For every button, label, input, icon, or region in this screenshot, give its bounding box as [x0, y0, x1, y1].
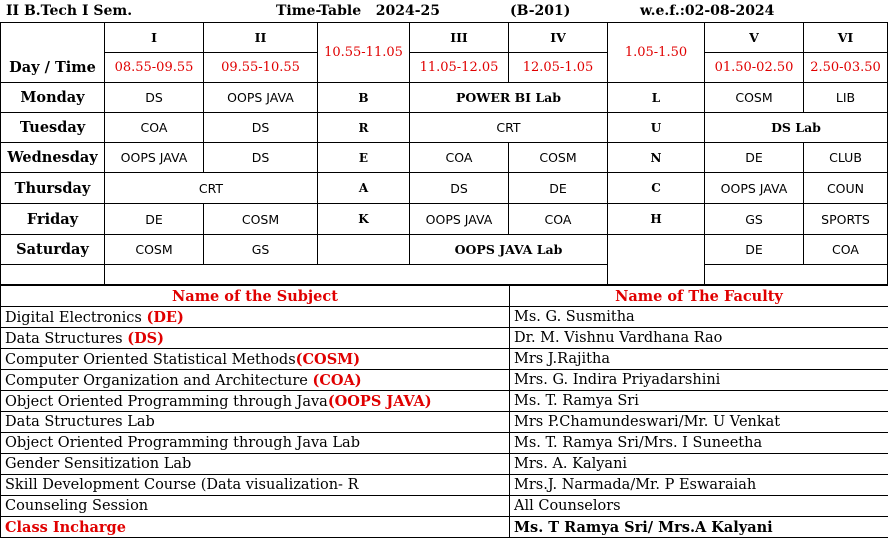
corner-cell — [1, 23, 105, 53]
class-cell: OOPS JAVA — [705, 173, 804, 204]
time-row — [1, 53, 888, 83]
faculty-header-row — [1, 286, 888, 307]
day-label: Saturday — [1, 235, 105, 265]
time-slot: 2.50-03.50 — [804, 53, 888, 83]
empty-cell — [608, 235, 705, 265]
faculty-row — [1, 412, 888, 433]
class-cell: DE — [705, 143, 804, 173]
class-cell: DE — [509, 173, 608, 204]
class-cell: OOPS JAVA — [105, 143, 204, 173]
subject-abbreviation: (OOPS JAVA) — [328, 393, 432, 410]
faculty-name: Mrs. A. Kalyani — [510, 454, 888, 475]
class-cell: DS — [105, 83, 204, 113]
class-incharge-name: Ms. T Ramya Sri/ Mrs.A Kalyani — [510, 517, 888, 538]
empty-cell — [105, 265, 608, 285]
empty-cell — [318, 235, 410, 265]
class-cell: COA — [410, 143, 509, 173]
room-number: (B-201) — [510, 3, 570, 19]
faculty-row — [1, 328, 888, 349]
subject-name: Gender Sensitization Lab — [1, 454, 510, 475]
empty-cell — [608, 265, 705, 285]
faculty-name: Mrs J.Rajitha — [510, 349, 888, 370]
subject-column-header: Name of the Subject — [1, 286, 510, 307]
faculty-column-header: Name of The Faculty — [510, 286, 888, 307]
period-number: I — [105, 23, 204, 53]
time-slot: 12.05-1.05 — [509, 53, 608, 83]
class-incharge-label: Class Incharge — [1, 517, 510, 538]
faculty-row — [1, 496, 888, 517]
faculty-name: All Counselors — [510, 496, 888, 517]
faculty-name: Dr. M. Vishnu Vardhana Rao — [510, 328, 888, 349]
period-number: V — [705, 23, 804, 53]
class-cell: OOPS JAVA Lab — [410, 235, 608, 265]
lunch-letter: L — [608, 83, 705, 113]
subject-name: Skill Development Course (Data visualization- R — [1, 475, 510, 496]
subject-name: Counseling Session — [1, 496, 510, 517]
day-row-tuesday — [1, 113, 888, 143]
break-letter: R — [318, 113, 410, 143]
class-cell: DE — [705, 235, 804, 265]
day-label: Friday — [1, 204, 105, 235]
timetable-grid — [0, 22, 888, 285]
break-letter: K — [318, 204, 410, 235]
faculty-name: Mrs P.Chamundeswari/Mr. U Venkat — [510, 412, 888, 433]
time-slot: 11.05-12.05 — [410, 53, 509, 83]
day-row-wednesday — [1, 143, 888, 173]
faculty-name: Ms. T. Ramya Sri — [510, 391, 888, 412]
class-cell: GS — [204, 235, 318, 265]
day-row-monday — [1, 83, 888, 113]
faculty-row — [1, 433, 888, 454]
subject-name: Data Structures Lab — [1, 412, 510, 433]
time-slot: 09.55-10.55 — [204, 53, 318, 83]
class-cell: COSM — [204, 204, 318, 235]
class-cell: SPORTS — [804, 204, 888, 235]
faculty-row — [1, 307, 888, 328]
lunch-time: 1.05-1.50 — [608, 23, 705, 83]
empty-cell — [705, 265, 888, 285]
subject-abbreviation: (COA) — [312, 372, 361, 389]
period-number-row — [1, 23, 888, 53]
break-letter: B — [318, 83, 410, 113]
class-cell: CLUB — [804, 143, 888, 173]
period-number: IV — [509, 23, 608, 53]
subject-name: Computer Organization and Architecture (COA) — [1, 370, 510, 391]
lunch-letter: H — [608, 204, 705, 235]
class-name: II B.Tech I Sem. — [6, 3, 132, 19]
day-row-thursday — [1, 173, 888, 204]
class-cell: CRT — [105, 173, 318, 204]
day-label: Wednesday — [1, 143, 105, 173]
period-number: II — [204, 23, 318, 53]
class-cell: OOPS JAVA — [410, 204, 509, 235]
time-slot: 01.50-02.50 — [705, 53, 804, 83]
class-cell: LIB — [804, 83, 888, 113]
class-cell: COSM — [705, 83, 804, 113]
subject-name: Object Oriented Programming through Java(OOPS JAVA) — [1, 391, 510, 412]
day-label: Thursday — [1, 173, 105, 204]
lunch-letter: C — [608, 173, 705, 204]
subject-name: Computer Oriented Statistical Methods(COSM) — [1, 349, 510, 370]
effective-date: w.e.f.:02-08-2024 — [640, 3, 774, 19]
subject-name: Data Structures (DS) — [1, 328, 510, 349]
period-number: III — [410, 23, 509, 53]
faculty-row — [1, 349, 888, 370]
class-cell: DS Lab — [705, 113, 888, 143]
subject-abbreviation: (DE) — [146, 309, 183, 326]
faculty-name: Ms. T. Ramya Sri/Mrs. I Suneetha — [510, 433, 888, 454]
subject-name: Digital Electronics (DE) — [1, 307, 510, 328]
class-cell: COUN — [804, 173, 888, 204]
faculty-row — [1, 454, 888, 475]
class-cell: COSM — [105, 235, 204, 265]
day-row-saturday — [1, 235, 888, 265]
subject-abbreviation: (DS) — [127, 330, 164, 347]
faculty-name: Mrs.J. Narmada/Mr. P Eswaraiah — [510, 475, 888, 496]
class-cell: DE — [105, 204, 204, 235]
timetable-header — [0, 0, 888, 22]
faculty-row — [1, 370, 888, 391]
break-letter: A — [318, 173, 410, 204]
class-cell: OOPS JAVA — [204, 83, 318, 113]
subject-name: Object Oriented Programming through Java Lab — [1, 433, 510, 454]
lunch-letter: N — [608, 143, 705, 173]
class-cell: GS — [705, 204, 804, 235]
subject-abbreviation: (COSM) — [296, 351, 360, 368]
lunch-letter: U — [608, 113, 705, 143]
faculty-row — [1, 475, 888, 496]
class-cell: POWER BI Lab — [410, 83, 608, 113]
break-time: 10.55-11.05 — [318, 23, 410, 83]
spacer-row — [1, 265, 888, 285]
timetable-title: Time-Table 2024-25 — [276, 3, 440, 19]
faculty-row — [1, 391, 888, 412]
day-row-friday — [1, 204, 888, 235]
period-number: VI — [804, 23, 888, 53]
faculty-name: Ms. G. Susmitha — [510, 307, 888, 328]
faculty-name: Mrs. G. Indira Priyadarshini — [510, 370, 888, 391]
class-cell: DS — [204, 143, 318, 173]
faculty-table — [0, 285, 888, 538]
class-cell: COA — [804, 235, 888, 265]
class-cell: DS — [204, 113, 318, 143]
empty-cell — [1, 265, 105, 285]
class-cell: DS — [410, 173, 509, 204]
class-incharge-row — [1, 517, 888, 538]
class-cell: COA — [105, 113, 204, 143]
time-slot: 08.55-09.55 — [105, 53, 204, 83]
day-time-label: Day / Time — [1, 53, 105, 83]
day-label: Monday — [1, 83, 105, 113]
class-cell: COSM — [509, 143, 608, 173]
break-letter: E — [318, 143, 410, 173]
class-cell: COA — [509, 204, 608, 235]
class-cell: CRT — [410, 113, 608, 143]
day-label: Tuesday — [1, 113, 105, 143]
